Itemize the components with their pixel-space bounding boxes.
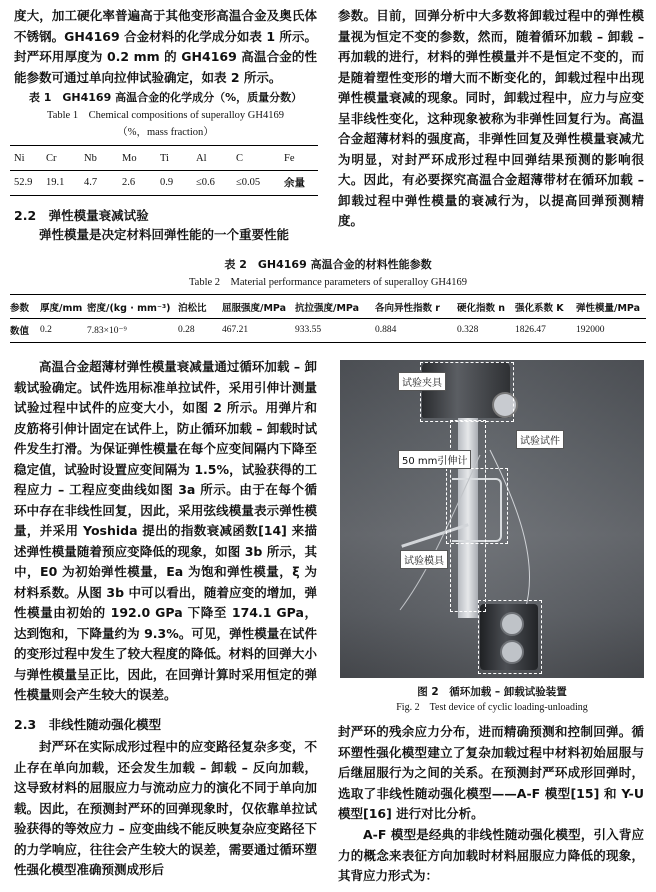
lower-clamp-highlight-box (478, 600, 542, 674)
section-2-2-paragraph: 弹性模量是决定材料回弹性能的一个重要性能 (39, 227, 290, 242)
table2-value-row (10, 319, 646, 341)
table1-header-row (10, 147, 318, 169)
table2-cell: 数值 (10, 326, 30, 337)
table1-caption-en-2: （%，mass fraction） (117, 127, 214, 138)
figure2-caption-cn: 图 2 循环加载 – 卸载试验装置 (417, 686, 567, 698)
table2-top-rule (10, 294, 646, 295)
table2-bottom-rule (10, 342, 646, 343)
table1-cell: 4.7 (84, 176, 98, 188)
section-2-3-paragraph: 封严环在实际成形过程中的应变路径复杂多变，不止存在单向加载，还会发生加载 – 卸载 – 反向加载，这导致材料的屈服应力与流动应力的演化不同于单向加载。因此，在预测封严环的回弹现象时，仅依靠单拉试验获得的等效应力 – 应变曲线不能反映复杂应变路径下的力学响应，往往会产生较大的误差，需要通过循环塑性强化模型准确预测成形后 (14, 739, 317, 877)
table1-cell: ≤0.6 (196, 176, 215, 188)
table1-cell: 19.1 (46, 176, 65, 188)
table1-cell: 余量 (284, 176, 305, 189)
table2-caption-cn: 表 2 GH4169 高温合金的材料性能参数 (224, 258, 432, 271)
table1-header: Mo (122, 152, 137, 164)
table2-header: 参数 (10, 303, 30, 314)
table2-header: 屈服强度/MPa (222, 303, 287, 314)
table2-cell: 0.884 (375, 325, 397, 335)
table2-caption-en: Table 2 Material performance parameters of superalloy GH4169 (189, 277, 467, 288)
table1-header: Al (196, 152, 207, 164)
table1-top-rule (10, 145, 318, 146)
section-2-2-heading: 2.2 弹性模量衰减试验 (14, 208, 149, 223)
label-extensometer: 50 mm引伸计 (398, 450, 471, 469)
table2-cell: 0.28 (178, 325, 195, 335)
table1-values (10, 171, 318, 193)
table2-header: 各向异性指数 r (375, 303, 440, 314)
left-top-paragraph: 度大，加工硬化率普遍高于其他变形高温合金及奥氏体不锈钢。GH4169 合金材料的化学成分如表 1 所示。封严环用厚度为 0.2 mm 的 GH4169 高温合金的性能参数可通过单向拉伸试验确定，如表 2 所示。 (14, 8, 317, 85)
right-bottom-paragraph-1: 封严环的残余应力分布，进而精确预测和控制回弹。循环塑性强化模型建立了复杂加载过程中材料初始屈服与后继屈服行为之间的关系。在预测封严环成形回弹时，选取了非线性随动强化模型——A-F 模型[15] 和 Y-U 模型[16] 进行对比分析。 (338, 724, 644, 821)
extensometer-highlight-box (446, 468, 508, 544)
table2 (10, 296, 646, 318)
table2-header: 强化系数 K (515, 303, 564, 314)
table2-header: 抗拉强度/MPa (295, 303, 360, 314)
left-bottom-paragraph: 高温合金超薄材弹性模量衰减量通过循环加载 – 卸载试验确定。试件选用标准单拉试件，采用引伸计测量试验过程中试件的应变大小，如图 2 所示。用弹片和皮筋将引伸计固定在试件上，防止循环加载 – 卸载时试件发生打滑。为保证弹性模量在每个应变间隔内下降至稳定值，试验时设置应变间隔为 1.5%，试验获得的工程应力 – 工程应变曲线如图 3a 所示。由于在每个循环中存在非线性回复，因此，采用弦线模量表示弹性模量，并采用 Yoshida 提出的指数衰减函数[14] 来描述弹性模量随着预应变降低的现象，如图 3b 所示，其中，E0 为初始弹性模量，Ea 为饱和弹性模量，ξ 为材料系数。从图 3b 中可以看出，随着应变的增加，弹性模量由初始的 192.0 GPa 下降至 174.1 GPa，达到饱和，下降量约为 9.3%。可见，弹性模量在试件的变形过程中发生了较大程度的降低。材料的回弹大小与弹性模量呈正比，因此，在回弹计算时采用恒定的弹性模量则会产生较大的误差。 (14, 359, 317, 702)
table1-header: Cr (46, 152, 57, 164)
table2-header: 厚度/mm (40, 303, 83, 314)
table2-header: 弹性模量/MPa (576, 303, 641, 314)
table1-cell: ≤0.05 (236, 176, 261, 188)
table1-value-row (10, 171, 318, 193)
test-device-photo (340, 360, 644, 678)
clamp-highlight-box (420, 362, 514, 422)
table1-header: Ti (160, 152, 169, 164)
table1-bottom-rule (10, 195, 318, 196)
table1-caption-cn: 表 1 GH4169 高温合金的化学成分（%，质量分数） (28, 91, 303, 104)
table1-caption-en: Table 1 Chemical compositions of superalloy GH4169 (47, 110, 284, 121)
table1-cell: 2.6 (122, 176, 136, 188)
table1-cell: 52.9 (14, 176, 33, 188)
label-test-specimen: 试验试件 (516, 430, 564, 449)
table2-header: 密度/(kg · mm⁻³) (87, 303, 171, 314)
table2-cell: 933.55 (295, 325, 322, 335)
table1-header: C (236, 152, 244, 164)
table2-values (10, 319, 646, 341)
label-test-clamp: 试验夹具 (398, 372, 446, 391)
table2-header: 硬化指数 n (457, 303, 506, 314)
table1 (10, 147, 318, 169)
table2-cell: 0.2 (40, 325, 52, 335)
table2-cell: 1826.47 (515, 325, 546, 335)
table2-header: 泊松比 (178, 303, 207, 314)
table2-cell: 467.21 (222, 325, 249, 335)
label-test-die: 试验模具 (400, 550, 448, 569)
table1-header: Ni (14, 152, 25, 164)
table2-cell: 7.83×10⁻⁹ (87, 325, 127, 336)
table2-cell: 192000 (576, 325, 605, 335)
section-2-3-heading: 2.3 非线性随动强化模型 (14, 717, 162, 732)
right-top-paragraph: 参数。目前，回弹分析中大多数将卸载过程中的弹性模量视为恒定不变的参数，然而，随着循环加载 – 卸载 – 再加载的进行，材料的弹性模量并不是恒定不变的，而是随着塑性变形的增大而不断变化的，卸载过程中出现弹性模量衰减的现象。同时，卸载过程中，应力与应变呈非线性变化，这种现象被称为非弹性回复行为。高温合金超薄材料的强度高，非弹性回复及弹性模量衰减尤为明显，对封严环成形过程中回弹结果预测的影响很大。因此，有必要探究高温合金超薄带材在循环加载 – 卸载过程中弹性模量的衰减行为，以提高回弹预测精度。 (338, 8, 644, 228)
table1-header: Nb (84, 152, 97, 164)
figure2-caption-en: Fig. 2 Test device of cyclic loading-unloading (396, 702, 588, 713)
table2-cell: 0.328 (457, 325, 479, 335)
table1-cell: 0.9 (160, 176, 174, 188)
right-bottom-paragraph-2: A-F 模型是经典的非线性随动强化模型，引入背应力的概念来表征方向加载时材料屈服应力降低的现象，其背应力形式为： (338, 827, 644, 883)
table2-header-row (10, 296, 646, 318)
table1-header: Fe (284, 152, 295, 164)
